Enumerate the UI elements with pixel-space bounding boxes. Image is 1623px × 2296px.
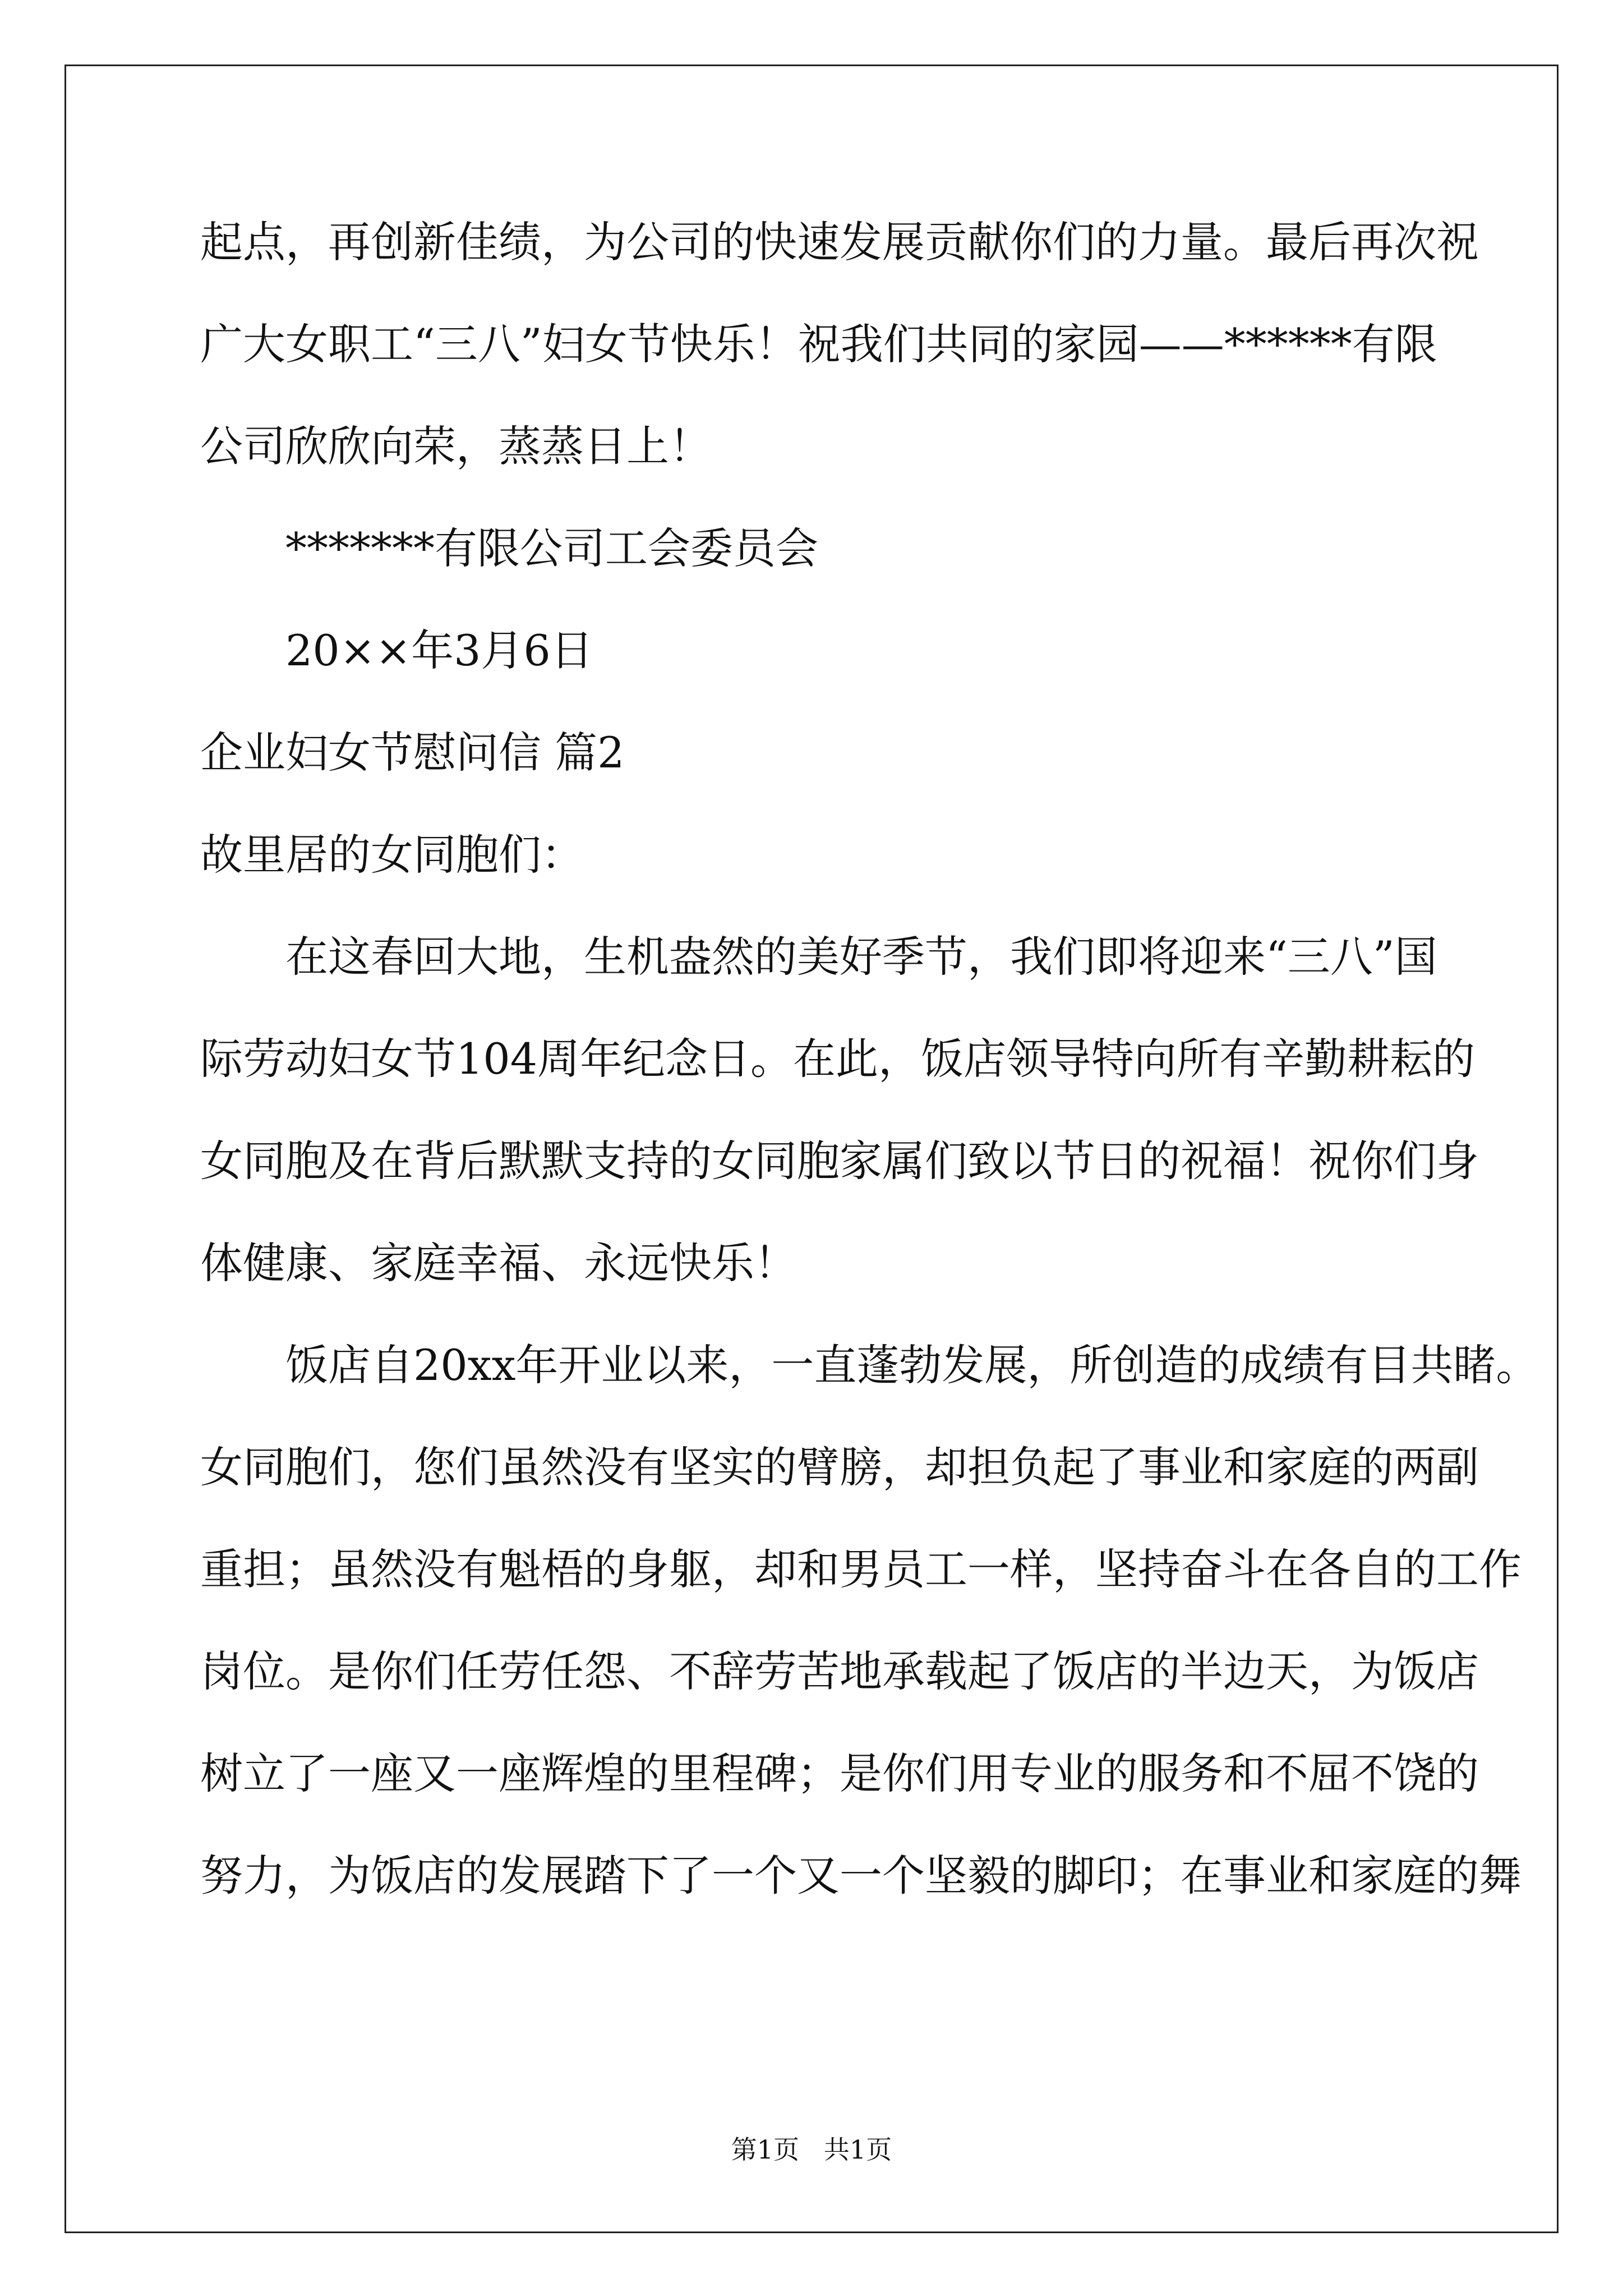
text-line: 起点，再创新佳绩，为公司的快速发展贡献你们的力量。最后再次祝 [200,217,1479,267]
text-line: 饭店自20xx年开业以来，一直蓬勃发展，所创造的成绩有目共睹。 [285,1340,1539,1390]
text-line: 重担；虽然没有魁梧的身躯，却和男员工一样，坚持奋斗在各自的工作 [200,1544,1521,1594]
page-footer: 第1页 共1页 [731,2134,892,2165]
document-body [200,213,1539,1949]
text-line: 体健康、家庭幸福、永远快乐！ [200,1238,797,1288]
text-line: 女同胞们，您们虽然没有坚实的臂膀，却担负起了事业和家庭的两副 [200,1442,1479,1492]
signature-date: 20××年3月6日 [285,625,593,675]
text-line: 在这春回大地，生机盎然的美好季节，我们即将迎来“三八”国 [285,932,1437,982]
text-line: 公司欣欣向荣，蒸蒸日上！ [200,421,712,471]
text-line: 女同胞及在背后默默支持的女同胞家属们致以节日的祝福！祝你们身 [200,1136,1479,1186]
signature-organization: *******有限公司工会委员会 [285,523,818,573]
text-line: 际劳动妇女节104周年纪念日。在此，饭店领导特向所有辛勤耕耘的 [200,1034,1476,1084]
text-line: 广大女职工“三八”妇女节快乐！祝我们共同的家园——******有限 [200,319,1437,369]
salutation: 故里居的女同胞们： [200,830,584,880]
text-line: 岗位。是你们任劳任怨、不辞劳苦地承载起了饭店的半边天，为饭店 [200,1646,1479,1696]
text-line: 努力，为饭店的发展踏下了一个又一个坚毅的脚印；在事业和家庭的舞 [200,1851,1521,1901]
section-heading: 企业妇女节慰问信 篇2 [200,728,625,777]
text-line: 树立了一座又一座辉煌的里程碑；是你们用专业的服务和不屈不饶的 [200,1749,1479,1798]
